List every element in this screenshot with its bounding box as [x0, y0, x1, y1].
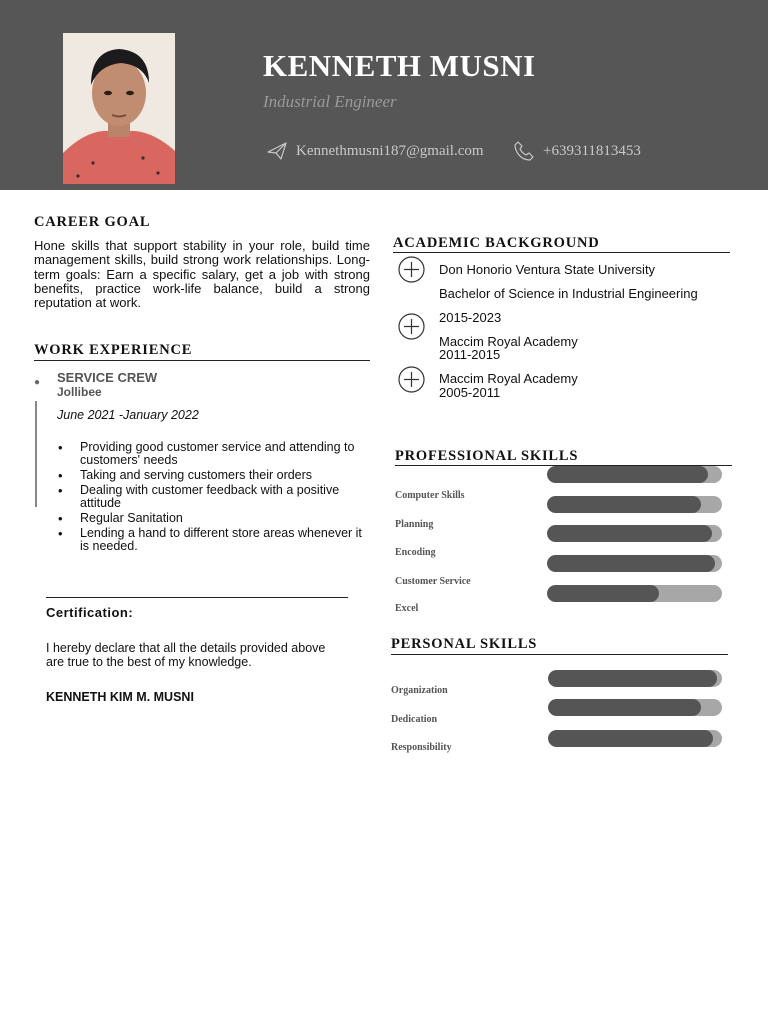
duties-list: [58, 441, 370, 555]
certification-title: Certification:: [46, 605, 134, 620]
plus-circle-icon: [398, 256, 425, 283]
academic-divider: [393, 252, 730, 253]
skill-bar: [547, 496, 722, 513]
academic-title: ACADEMIC BACKGROUND: [393, 235, 600, 251]
professional-skills-title: PROFESSIONAL SKILLS: [395, 448, 579, 464]
skill-label: Excel: [395, 603, 419, 614]
skill-label: Customer Service: [395, 576, 471, 587]
work-experience-divider: [34, 360, 370, 361]
paper-plane-icon: [266, 140, 288, 162]
duty-item: • Lending a hand to different store areas whenever it is needed.: [58, 527, 370, 553]
skill-bar-fill: [548, 730, 713, 747]
skill-bar-fill: [547, 555, 715, 572]
plus-circle-icon: [398, 366, 425, 393]
profile-photo: [63, 33, 175, 184]
phone-contact[interactable]: [513, 140, 641, 162]
skill-label: Encoding: [395, 547, 436, 558]
duty-item: • Regular Sanitation: [58, 512, 370, 525]
career-goal-title: CAREER GOAL: [34, 214, 151, 230]
signature-name: KENNETH KIM M. MUSNI: [46, 690, 194, 704]
skill-bar-fill: [548, 670, 717, 687]
skill-bar: [547, 555, 722, 572]
phone-icon: [513, 140, 535, 162]
edu-years: 2011-2015: [439, 347, 501, 362]
job-bullet: ●: [34, 377, 41, 388]
duty-item: • Dealing with customer feedback with a positive attitude: [58, 484, 370, 510]
skill-label: Dedication: [391, 714, 438, 725]
skill-bar: [547, 466, 722, 483]
phone-text[interactable]: +639311813453: [543, 142, 641, 159]
career-goal-text: Hone skills that support stability in your role, build time management skills, build strong work relationships. Long-term goals: Earn a specific salary, get a job with strong benefits, practice work-life balance, build a strong reputation at work.: [34, 238, 370, 311]
duty-item: • Providing good customer service and attending to customers' needs: [58, 441, 370, 467]
edu-school: Maccim Royal Academy: [439, 334, 578, 349]
edu-years: 2015-2023: [439, 310, 502, 325]
work-experience-title: WORK EXPERIENCE: [34, 342, 193, 358]
certification-text: I hereby declare that all the details provided above are true to the best of my knowledge.: [46, 641, 326, 669]
job-dates: June 2021 -January 2022: [57, 408, 199, 422]
skill-bar: [548, 730, 722, 747]
plus-circle-icon: [398, 313, 425, 340]
skill-bar-fill: [547, 525, 712, 542]
personal-skills-divider: [391, 654, 728, 655]
candidate-name: KENNETH MUSNI: [263, 48, 536, 83]
skill-label: Computer Skills: [395, 490, 465, 501]
duty-item: • Taking and serving customers their orders: [58, 469, 370, 482]
email-contact[interactable]: [266, 140, 484, 162]
skill-label: Responsibility: [391, 742, 452, 753]
skill-label: Organization: [391, 685, 448, 696]
personal-skills-title: PERSONAL SKILLS: [391, 636, 538, 652]
skill-bar: [547, 585, 722, 602]
email-text[interactable]: Kennethmusni187@gmail.com: [296, 142, 484, 159]
skill-label: Planning: [395, 519, 434, 530]
skill-bar-fill: [547, 466, 708, 483]
skill-bar-fill: [548, 699, 701, 716]
header-banner: [0, 0, 768, 190]
skill-bar: [548, 699, 722, 716]
job-position: SERVICE CREW: [57, 370, 158, 385]
skill-bar: [548, 670, 722, 687]
job-company: Jollibee: [57, 385, 102, 399]
skill-bar-fill: [547, 496, 701, 513]
certification-divider: [46, 597, 348, 598]
edu-years: 2005-2011: [439, 385, 501, 400]
skill-bar-fill: [547, 585, 659, 602]
skill-bar: [547, 525, 722, 542]
edu-school: Don Honorio Ventura State University: [439, 262, 656, 277]
timeline-line: [35, 401, 37, 507]
candidate-role: Industrial Engineer: [263, 92, 397, 111]
edu-school: Maccim Royal Academy: [439, 371, 578, 386]
edu-degree: Bachelor of Science in Industrial Engineering: [439, 286, 698, 301]
